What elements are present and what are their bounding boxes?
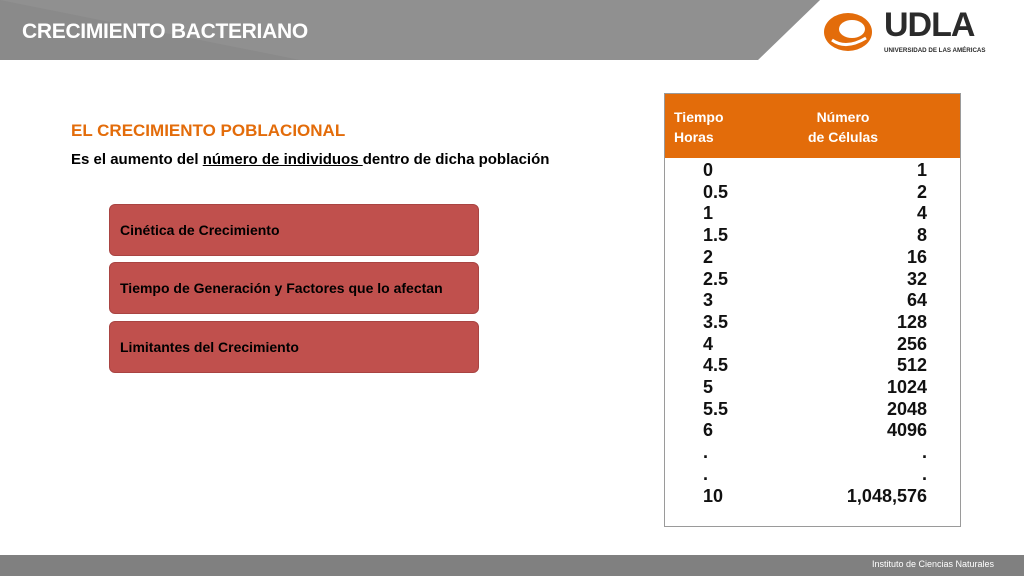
cell-count: 1,048,576 [846, 485, 927, 506]
table-row [665, 486, 960, 508]
header-time-line1: Tiempo [674, 109, 724, 125]
cell-time: 1.5 [703, 225, 729, 246]
slide-title: CRECIMIENTO BACTERIANO [22, 20, 308, 43]
table-row [665, 225, 960, 247]
column-header-time [674, 107, 724, 147]
table-row [665, 290, 960, 312]
cell-count: 2 [916, 181, 927, 202]
table-row [665, 182, 960, 204]
table-header [665, 94, 960, 158]
cell-count: 8 [916, 225, 927, 246]
cell-time: . [703, 442, 709, 463]
table-row [665, 420, 960, 442]
cell-count: 64 [906, 290, 927, 311]
table-row [665, 399, 960, 421]
table-row [665, 464, 960, 486]
cell-time: 0 [703, 160, 714, 180]
logo-wordmark: UDLA [884, 6, 975, 44]
topic-label: Limitantes del Crecimiento [120, 339, 299, 355]
table-row [665, 312, 960, 334]
cell-count: . [921, 442, 927, 463]
logo-subtext: UNIVERSIDAD DE LAS AMÉRICAS [884, 47, 986, 54]
cell-count: 1024 [886, 377, 927, 397]
topic-box-kinetics[interactable] [109, 204, 479, 256]
cell-time: 5 [703, 377, 714, 397]
cell-time: 6 [703, 420, 714, 441]
table-row [665, 203, 960, 225]
growth-table [664, 93, 961, 527]
cell-count: . [921, 463, 927, 484]
header-bar [0, 0, 1024, 60]
table-row [665, 269, 960, 291]
footer-text: Instituto de Ciencias Naturales [871, 559, 994, 569]
header-time-line2: Horas [674, 129, 714, 145]
topic-box-growth-limits[interactable] [109, 321, 479, 373]
cell-count: 256 [896, 333, 927, 354]
cell-time: 3.5 [703, 311, 729, 332]
cell-count: 512 [896, 355, 927, 376]
cell-time: 4 [703, 333, 714, 354]
cell-time: 2.5 [703, 268, 729, 289]
cell-count: 32 [906, 268, 927, 289]
cell-count: 2048 [886, 398, 927, 419]
table-row [665, 160, 960, 182]
cell-time: 1 [703, 203, 714, 224]
definition-underlined: número de individuos [202, 151, 363, 168]
table-row [665, 377, 960, 399]
header-cells-line2: de Células [808, 129, 879, 145]
table-row [665, 334, 960, 356]
cell-time: . [703, 463, 709, 484]
cell-time: 2 [703, 246, 714, 267]
table-row [665, 355, 960, 377]
cell-count: 16 [906, 246, 927, 267]
cell-time: 4.5 [703, 355, 729, 376]
column-header-cells [808, 107, 878, 147]
topic-label: Cinética de Crecimiento [120, 222, 280, 238]
table-row [665, 247, 960, 269]
cell-time: 10 [703, 485, 724, 506]
definition-after: dentro de dicha población [362, 151, 550, 168]
cell-time: 0.5 [703, 181, 729, 202]
section-subtitle: EL CRECIMIENTO POBLACIONAL [71, 121, 346, 140]
cell-time: 5.5 [703, 398, 729, 419]
cell-count: 128 [896, 311, 927, 332]
definition-text [71, 151, 549, 168]
topic-box-generation-time[interactable] [109, 262, 479, 314]
header-cells-line1: Número [816, 109, 870, 125]
table-row [665, 442, 960, 464]
logo-emblem-icon [822, 10, 878, 54]
topic-label: Tiempo de Generación y Factores que lo afectan [120, 280, 443, 296]
cell-count: 4096 [886, 420, 927, 441]
cell-time: 3 [703, 290, 714, 311]
udla-logo [822, 6, 986, 58]
cell-count: 1 [916, 160, 927, 180]
cell-count: 4 [916, 203, 927, 224]
definition-before: Es el aumento del [71, 151, 203, 168]
footer-bar [0, 555, 1024, 576]
